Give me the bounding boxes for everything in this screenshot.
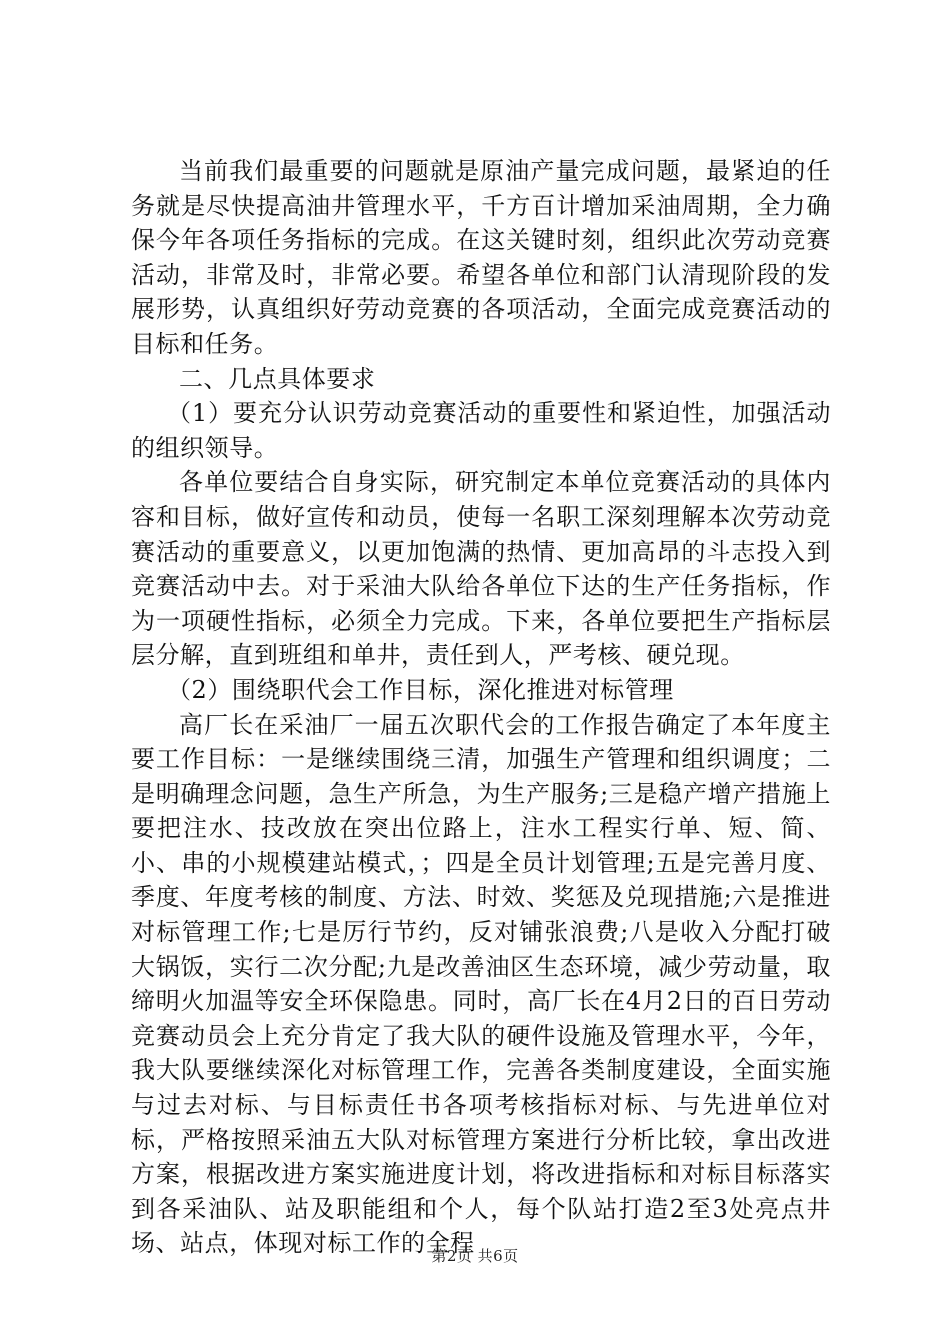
requirement-item-1-heading: （1）要充分认识劳动竞赛活动的重要性和紧迫性，加强活动的组织领导。 — [131, 399, 831, 462]
page-number-footer: 第2页 共6页 — [431, 1247, 519, 1265]
section-heading-requirements: 二、几点具体要求 — [179, 364, 376, 393]
document-body — [131, 154, 831, 1261]
paragraph-unit-implementation: 各单位要结合自身实际，研究制定本单位竞赛活动的具体内容和目标，做好宣传和动员，使每一名职工深刻理解本次劳动竞赛活动的重要意义，以更加饱满的热情、更加高昂的斗志投入到竞赛活动中去。对于采油大队给各单位下达的生产任务指标，作为一项硬性指标，必须全力完成。下来，各单位要把生产指标层层分解，直到班组和单井，责任到人，严考核、硬兑现。 — [131, 468, 831, 670]
paragraph-work-goals: 高厂长在采油厂一届五次职代会的工作报告确定了本年度主要工作目标：一是继续围绕三清，加强生产管理和组织调度；二是明确理念问题，急生产所急，为生产服务;三是稳产增产措施上要把注水、技改放在突出位路上，注水工程实行单、短、简、小、串的小规模建站模式，；四是全员计划管理;五是完善月度、季度、年度考核的制度、方法、时效、奖惩及兑现措施;六是推进对标管理工作;七是厉行节约，反对铺张浪费;八是收入分配打破大锅饭，实行二次分配;九是改善油区生态环境，减少劳动量，取缔明火加温等安全环保隐患。同时，高厂长在4月2日的百日劳动竞赛动员会上充分肯定了我大队的硬件设施及管理水平，今年，我大队要继续深化对标管理工作，完善各类制度建设，全面实施与过去对标、与目标责任书各项考核指标对标、与先进单位对标，严格按照采油五大队对标管理方案进行分析比较，拿出改进方案，根据改进方案实施进度计划，将改进指标和对标目标落实到各采油队、站及职能组和个人，每个队站打造2至3处亮点井场、站点，体现对标工作的全程 — [131, 710, 831, 1258]
paragraph-production-urgency: 当前我们最重要的问题就是原油产量完成问题，最紧迫的任务就是尽快提高油井管理水平，千方百计增加采油周期，全力确保今年各项任务指标的完成。在这关键时刻，组织此次劳动竞赛活动，非常及时，非常必要。希望各单位和部门认清现阶段的发展形势，认真组织好劳动竞赛的各项活动，全面完成竞赛活动的目标和任务。 — [131, 157, 831, 358]
requirement-item-2-heading: （2）围绕职代会工作目标，深化推进对标管理 — [167, 675, 674, 704]
